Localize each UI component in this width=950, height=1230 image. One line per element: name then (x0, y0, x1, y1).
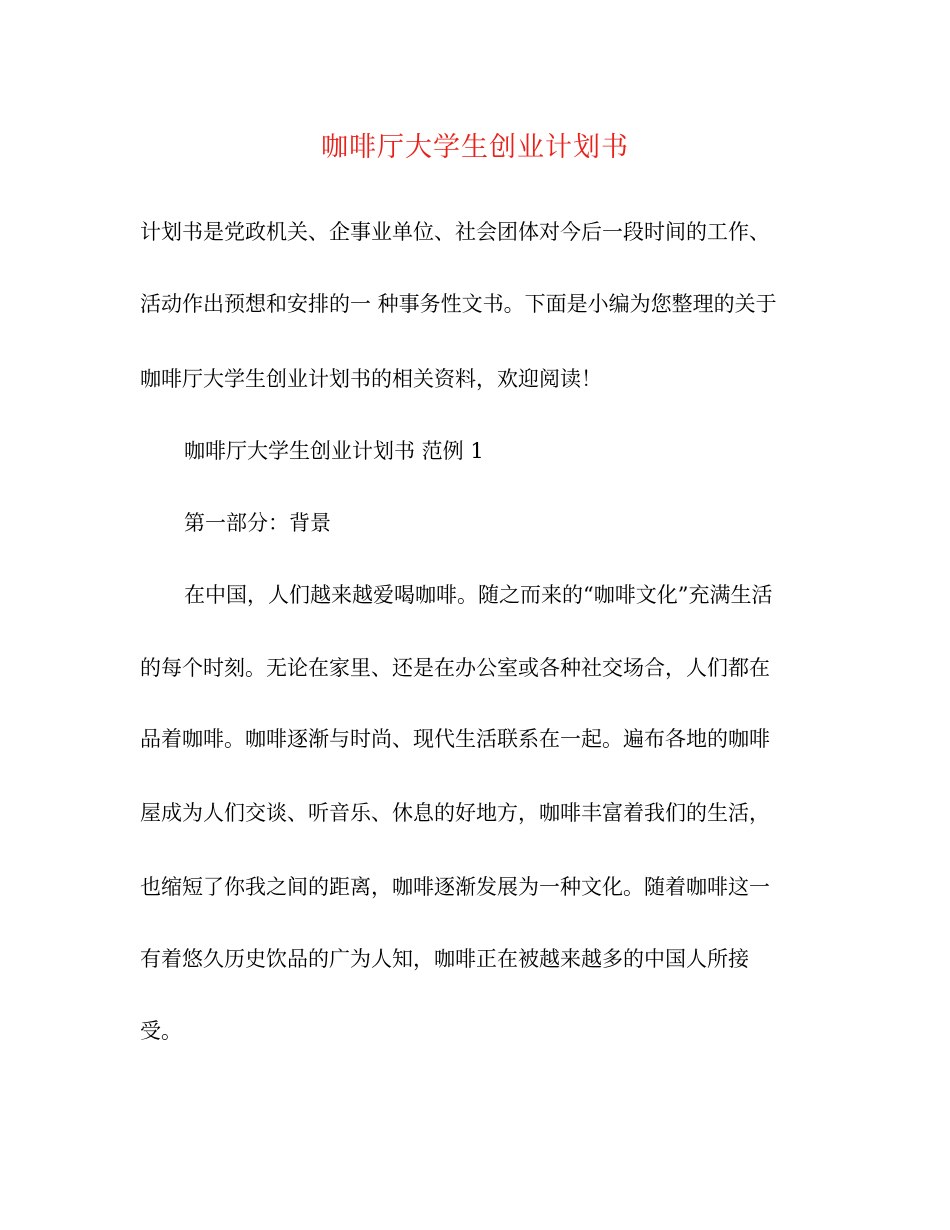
document-title: 咖啡厅大学生创业计划书 (321, 132, 629, 163)
body-line-5: 也缩短了你我之间的距离，咖啡逐渐发展为一种文化。随着咖啡这一 (140, 875, 770, 899)
intro-line-2: 活动作出预想和安排的一 种事务性文书。下面是小编为您整理的关于 (140, 292, 777, 316)
intro-line-1: 计划书是党政机关、企事业单位、社会团体对今后一段时间的工作、 (140, 220, 770, 244)
body-line-2: 的每个时刻。无论在家里、还是在办公室或各种社交场合，人们都在 (140, 656, 770, 680)
section-heading: 第一部分：背景 (184, 511, 331, 535)
body-line-1: 在中国，人们越来越爱喝咖啡。随之而来的“咖啡文化”充满生活 (184, 583, 773, 607)
example-heading: 咖啡厅大学生创业计划书 范例 1 (184, 439, 484, 463)
body-line-6: 有着悠久历史饮品的广为人知，咖啡正在被越来越多的中国人所接 (140, 947, 749, 971)
body-line-7: 受。 (140, 1019, 182, 1043)
body-line-3: 品着咖啡。咖啡逐渐与时尚、现代生活联系在一起。遍布各地的咖啡 (140, 727, 770, 751)
intro-line-3: 咖啡厅大学生创业计划书的相关资料，欢迎阅读！ (140, 367, 602, 391)
body-line-4: 屋成为人们交谈、听音乐、休息的好地方，咖啡丰富着我们的生活， (140, 801, 770, 825)
